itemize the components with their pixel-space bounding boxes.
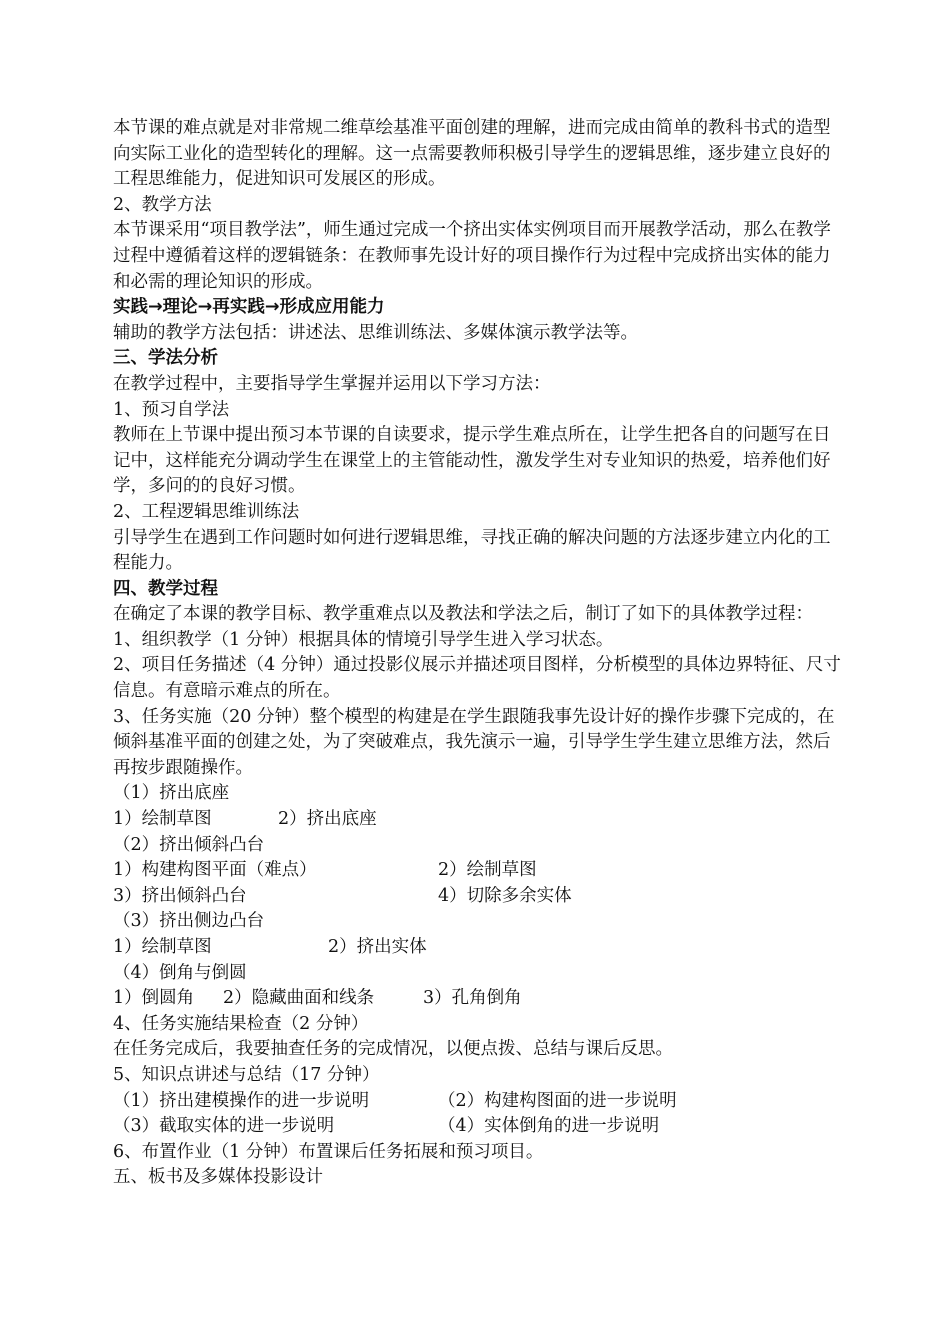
section-5-heading: 五、板书及多媒体投影设计 [113, 1167, 323, 1188]
logic-chain: 实践→理论→再实践→形成应用能力 [113, 297, 385, 318]
section-4-intro: 在确定了本课的教学目标、教学重难点以及教法和学法之后，制订了如下的具体教学过程： [113, 604, 813, 625]
teaching-method-heading: 2、教学方法 [113, 194, 212, 215]
sub-4-item-a: 1）倒圆角 [113, 988, 195, 1009]
section-3-intro: 在教学过程中，主要指导学生掌握并运用以下学习方法： [113, 373, 551, 394]
sub-4-item-c: 3）孔角倒角 [423, 988, 522, 1009]
step-5-item-c: （3）截取实体的进一步说明 [113, 1116, 335, 1137]
logic-method-paragraph: 引导学生在遇到工作问题时如何进行逻辑思维，寻找正确的解决问题的方法逐步建立内化的工程能力。 [113, 527, 831, 574]
step-5: 5、知识点讲述与总结（17 分钟） [113, 1064, 380, 1085]
sub-4-heading: （4）倒角与倒圆 [113, 962, 247, 983]
step-4: 4、任务实施结果检查（2 分钟） [113, 1013, 369, 1034]
section-4-heading: 四、教学过程 [113, 578, 218, 599]
step-5-items-row-2 [113, 1114, 843, 1140]
section-3-heading: 三、学法分析 [113, 348, 218, 369]
sub-2-item-a: 1）构建构图平面（难点） [113, 860, 317, 881]
sub-3-heading: （3）挤出侧边凸台 [113, 911, 265, 932]
sub-2-item-c: 3）挤出倾斜凸台 [113, 885, 247, 906]
step-2: 2、项目任务描述（4 分钟）通过投影仪展示并描述项目图样，分析模型的具体边界特征、尺寸信息。有意暗示难点的所在。 [113, 655, 841, 702]
sub-2-items-row-2 [113, 884, 843, 910]
step-6: 6、布置作业（1 分钟）布置课后任务拓展和预习项目。 [113, 1141, 544, 1162]
step-5-item-d: （4）实体倒角的进一步说明 [438, 1116, 660, 1137]
logic-method-heading: 2、工程逻辑思维训练法 [113, 501, 300, 522]
sub-2-item-b: 2）绘制草图 [438, 860, 537, 881]
auxiliary-methods: 辅助的教学方法包括：讲述法、思维训练法、多媒体演示教学法等。 [113, 322, 638, 343]
step-5-items-row-1 [113, 1089, 843, 1115]
step-5-item-a: （1）挤出建模操作的进一步说明 [113, 1090, 370, 1111]
sub-2-heading: （2）挤出倾斜凸台 [113, 834, 265, 855]
sub-1-item-a: 1）绘制草图 [113, 809, 212, 830]
sub-3-item-a: 1）绘制草图 [113, 937, 212, 957]
sub-4-items [113, 986, 843, 1012]
teaching-method-paragraph: 本节课采用“项目教学法”，师生通过完成一个挤出实体实例项目而开展教学活动，那么在教学过程中遵循着这样的逻辑链条：在教师事先设计好的项目操作行为过程中完成挤出实体的能力和必需的理论知识的形成。 [113, 220, 831, 292]
sub-3-items [113, 935, 843, 961]
step-1: 1、组织教学（1 分钟）根据具体的情境引导学生进入学习状态。 [113, 629, 614, 650]
difficulty-paragraph: 本节课的难点就是对非常规二维草绘基准平面创建的理解，进而完成由简单的教科书式的造型向实际工业化的造型转化的理解。这一点需要教师积极引导学生的逻辑思维，逐步建立良好的工程思维能力，促进知识可发展区的形成。 [113, 118, 831, 190]
sub-2-item-d: 4）切除多余实体 [438, 885, 572, 906]
step-4-paragraph: 在任务完成后，我要抽查任务的完成情况，以便点拨、总结与课后反思。 [113, 1039, 673, 1060]
preview-method-paragraph: 教师在上节课中提出预习本节课的自读要求，提示学生难点所在，让学生把各自的问题写在日记中，这样能充分调动学生在课堂上的主管能动性，激发学生对专业知识的热爱，培养他们好学，多问的的良好习惯。 [113, 425, 831, 497]
preview-method-heading: 1、预习自学法 [113, 399, 230, 420]
sub-4-item-b: 2）隐藏曲面和线条 [223, 988, 375, 1009]
sub-3-item-b: 2）挤出实体 [328, 937, 427, 957]
sub-1-items [113, 807, 843, 833]
step-5-item-b: （2）构建构图面的进一步说明 [438, 1090, 677, 1111]
step-3: 3、任务实施（20 分钟）整个模型的构建是在学生跟随我事先设计好的操作步骤下完成的，在倾斜基准平面的创建之处，为了突破难点，我先演示一遍，引导学生学生建立思维方法，然后再按步跟随操作。 [113, 706, 835, 778]
document-body [113, 116, 843, 1191]
sub-2-items-row-1 [113, 858, 843, 884]
sub-1-heading: （1）挤出底座 [113, 783, 230, 804]
sub-1-item-b: 2）挤出底座 [278, 809, 377, 830]
